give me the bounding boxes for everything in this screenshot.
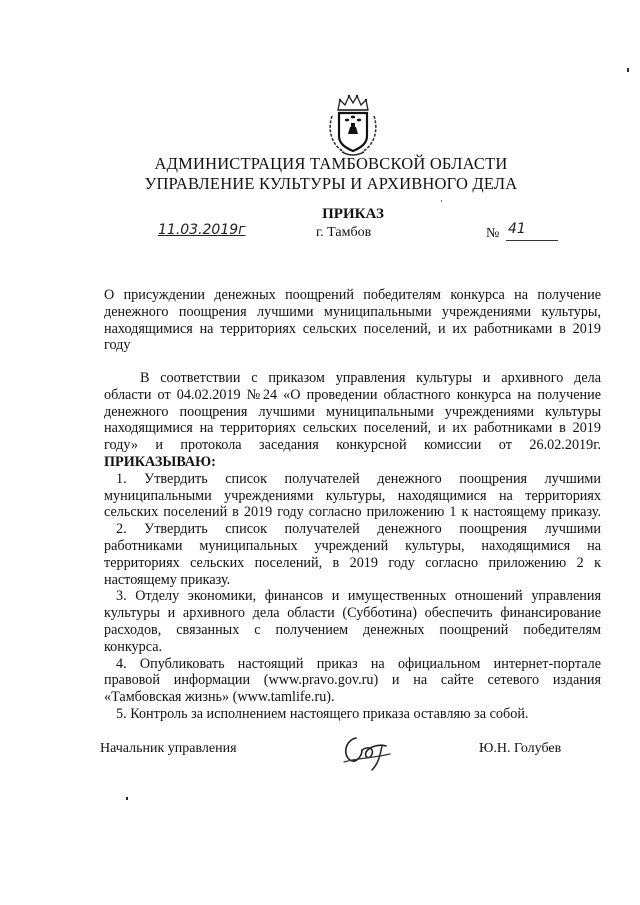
order-date: 11.03.2019г [158,222,246,238]
item-4-line: 4. Опубликовать настоящий приказ на официальном интернет-портале [116,655,601,672]
coat-of-arms-icon [322,92,384,158]
item-2-line: работниками муниципальных учреждений культуры, находящимися на [104,537,601,554]
handwritten-signature [338,728,396,772]
subject-line: находящимися на территориях сельских поселений, и их работниками в 2019 [104,320,601,337]
preamble-line: В соответствии с приказом управления культуры и архивного дела [140,370,601,386]
preamble-line: находящимися на территориях сельских поселений, и их работниками в 2019 [104,420,601,437]
item-3-line: конкурса. [104,638,163,655]
subject-line: О присуждении денежных поощрений победителям конкурса на получение [104,287,601,303]
scan-speck [441,200,442,202]
item-2-line: настоящему приказу. [104,571,231,588]
number-underline [506,240,558,241]
item-3-line: 3. Отделу экономики, финансов и имущественных отношений управления [116,588,601,605]
signatory-name: Ю.Н. Голубев [479,741,562,756]
document-type: ПРИКАЗ [322,206,384,222]
org-name-line2: УПРАВЛЕНИЕ КУЛЬТУРЫ И АРХИВНОГО ДЕЛА [144,174,518,193]
item-2-line: 2. Утвердить список получателей денежного поощрения лучшими [116,521,601,538]
item-3-line: расходов, связанных с получением денежных поощрений победителям [104,621,601,638]
item-4-line: правовой информации (www.pravo.gov.ru) и на сайте сетевого издания [104,672,601,689]
item-1-line: 1. Утвердить список получателей денежного поощрения лучшими [116,470,601,487]
preamble-line: области от 04.02.2019 №24 «О проведении областного конкурса на получение [104,386,601,403]
number-label: № [486,226,500,241]
item-5-line: 5. Контроль за исполнением настоящего приказа оставляю за собой. [116,705,529,722]
order-body [104,370,601,723]
order-city: г. Тамбов [316,225,372,240]
item-1-line: муниципальными учреждениями культуры, находящимися на территориях [104,487,601,504]
order-number: 41 [508,221,526,237]
preamble-line: году» и протокола заседания конкурсной комиссии от 26.02.2019г. [104,437,601,454]
item-1-line: сельских поселений в 2019 году согласно приложению 1 к настоящему приказу. [104,504,601,521]
item-2-line: территориях сельских поселений, в 2019 году согласно приложению 2 к [104,554,601,571]
subject-line: денежного поощрения лучшими муниципальными учреждениями культуры, [104,303,601,320]
item-4-line: «Тамбовская жизнь» (www.tamlife.ru). [104,689,335,706]
signatory-title: Начальник управления [100,741,237,756]
preamble-line: денежного поощрения лучшими муниципальными учреждениями культуры [104,403,601,420]
resolve-word: ПРИКАЗЫВАЮ: [104,453,216,470]
scan-mark [126,797,128,800]
order-subject [104,287,601,354]
item-3-line: культуры и архивного дела области (Субботина) обеспечить финансирование [104,605,601,622]
subject-line: году [104,337,131,354]
org-name-line1: АДМИНИСТРАЦИЯ ТАМБОВСКОЙ ОБЛАСТИ [154,154,508,173]
scan-speck [627,68,629,72]
